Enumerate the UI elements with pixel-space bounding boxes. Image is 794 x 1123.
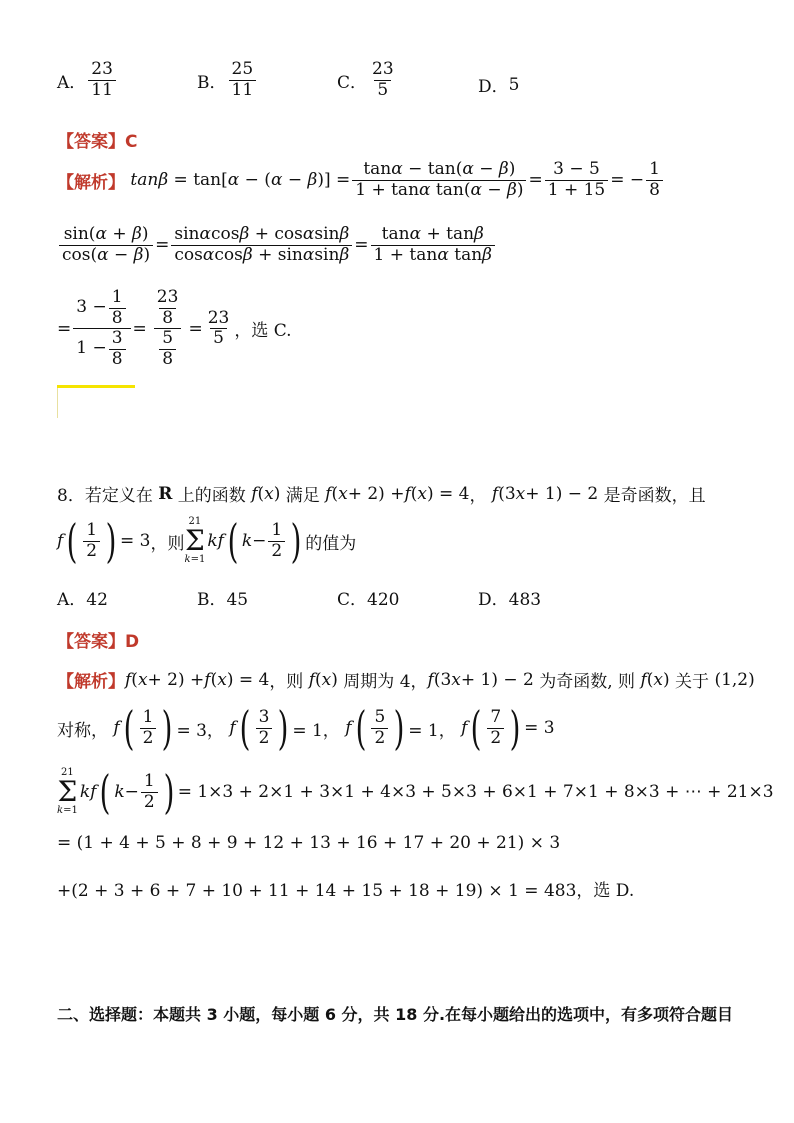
q8-analysis-line4: = (1 + 4 + 5 + 8 + 9 + 12 + 13 + 16 + 17 + 20 + 21) × 3: [57, 833, 561, 853]
q8-answer: 【答案】D: [57, 632, 140, 652]
q7-analysis-line2: $\frac{\sin(\alpha + \beta)}{\cos(\alpha - \beta)}$ = $\frac{\sin\alpha\cos\beta + \cos\alpha\sin\beta}{\cos\alpha\cos\beta + \sin\alpha\sin\beta}$ = $\frac{\tan\alpha + \tan\beta}{\text{1 + tanα tanβ}}$: [57, 225, 497, 265]
q7-answer: 【答案】C: [57, 132, 138, 152]
q8-option-b: B．45: [197, 590, 249, 610]
q7-option-c: C． $\frac{23}{5}$: [337, 59, 394, 100]
q7-option-b: B． $\frac{25}{11}$: [197, 60, 258, 100]
q8-analysis-line2: 对称， f ( $\frac{1}{2}$ ) = 3， f ( $\frac{3}{2}$ ) = 1， f ( $\frac{5}{2}$ ) = 1， f ( $\frac{7}{2}$ ) = 3: [57, 701, 555, 755]
q8-option-c: C．420: [337, 590, 400, 610]
q8-option-a: A．42: [57, 590, 108, 610]
q8-analysis-line1: 【解析】 f ( x + 2) + f ( x ) = 4 ，则 f ( x ) 周期为 4， f (3 x + 1) − 2 为奇函数, 则 f ( x ) 关于 (1,2): [57, 669, 755, 692]
q7-option-d: D． 5: [478, 74, 520, 97]
q7-analysis-line3: = 3 − $\frac{1}{8}$ 1 − $\frac{3}{8}$ = $\frac{\frac{23}{8}}{\frac{5}{8}}$ = $\frac{23}{5}$ ，选 C.: [57, 287, 292, 369]
q8-statement-line2: f ( $\frac{1}{2}$ ) = 3 ，则 21 Σ k=1 kf ( k − $\frac{1}{2}$ ) 的值为: [57, 514, 357, 568]
q7-analysis-line1: 【解析】 tan β = tan[ α − ( α − β )] = $\frac{\tan\alpha - \tan(\alpha - \beta)}{\text{1 + tanα tan(α − β)}}$ = $\frac{3 - 5}{1 + 15}$ = − $\frac{1}{8}$: [57, 160, 665, 200]
q8-analysis-line5: +(2 + 3 + 6 + 7 + 10 + 11 + 14 + 15 + 18 + 19) × 1 = 483，选 D.: [57, 881, 635, 901]
q8-option-d: D．483: [478, 590, 542, 610]
q7-option-a: A． $\frac{23}{11}$: [57, 60, 118, 100]
q8-analysis-line3: 21 Σ k=1 kf ( k − $\frac{1}{2}$ ) = 1×3 + 2×1 + 3×1 + 4×3 + 5×3 + 6×1 + 7×1 + 8×3 + ⋯ + 21×3: [57, 765, 774, 819]
highlight-tick: [57, 388, 58, 418]
section-2-heading: 二、选择题：本题共 3 小题，每小题 6 分，共 18 分.在每小题给出的选项中，有多项符合题目: [57, 1005, 734, 1024]
highlight-line: [57, 385, 135, 388]
q8-statement-line1: 8．若定义在 R 上的函数 f ( x ) 满足 f ( x + 2) + f ( x ) = 4 ， f (3 x + 1) − 2 是奇函数，且: [57, 483, 706, 506]
